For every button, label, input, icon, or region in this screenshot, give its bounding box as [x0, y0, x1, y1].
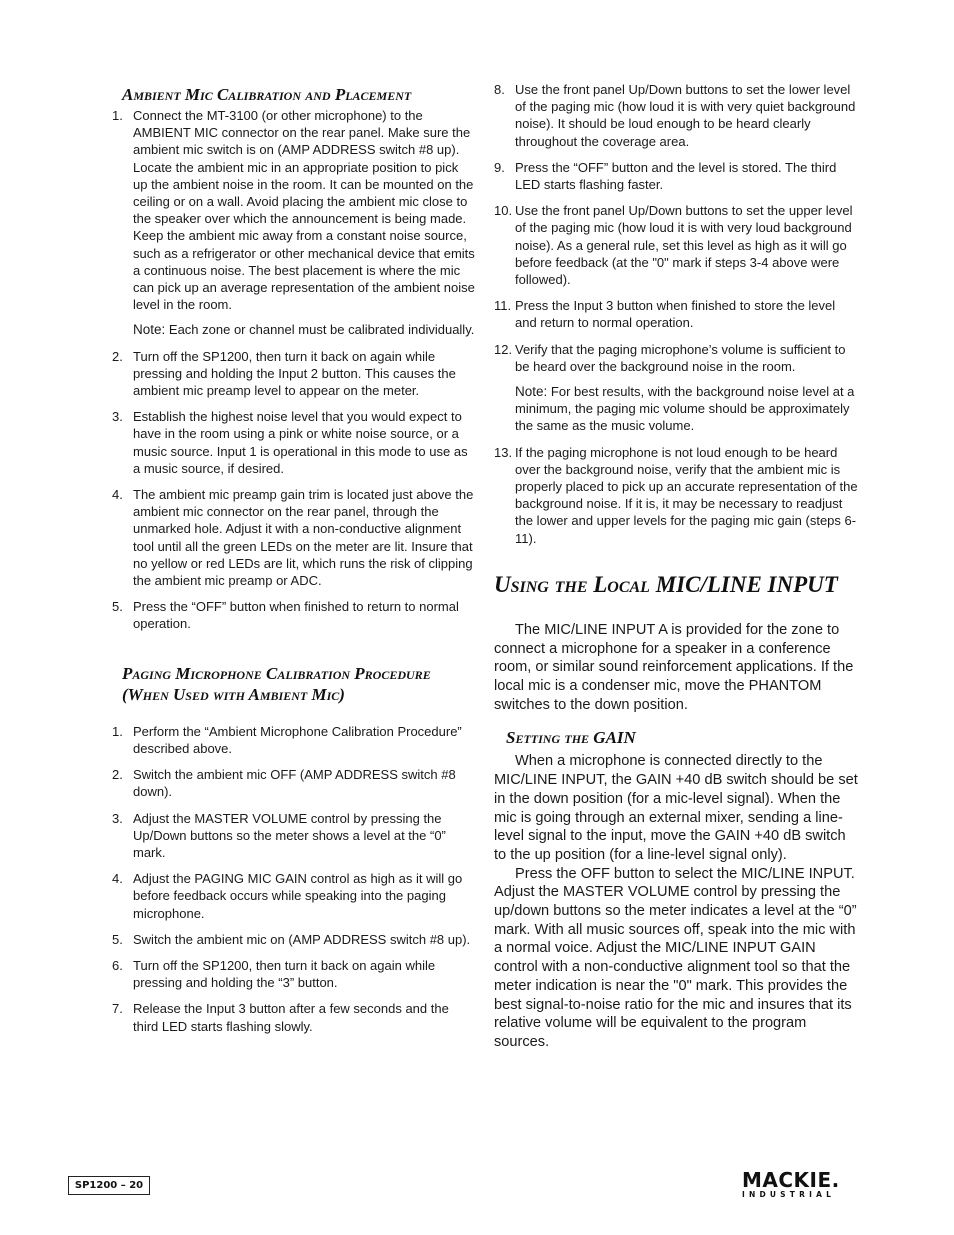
step-text: Adjust the MASTER VOLUME control by pressing the Up/Down buttons so the meter shows a level at the “0” mark.: [133, 810, 446, 860]
list-item: [112, 931, 476, 948]
list-item: [112, 870, 476, 922]
step-number: 3.: [112, 409, 123, 425]
step-text: If the paging microphone is not loud enough to be heard over the background noise, verify that the ambient mic is properly placed to pick up an accurate representation of the background noise. If it is, it may be necessary to readjust the lower and upper levels for the paging mic gain (steps 6-11).: [515, 444, 858, 546]
step-number: 1.: [112, 108, 123, 123]
step-number: 4.: [112, 871, 123, 887]
step-number: 10.: [494, 203, 513, 219]
section-heading-paging-mic: Paging Microphone Calibration Procedure (When Used with Ambient Mic): [122, 663, 431, 704]
list-item: [112, 1000, 476, 1034]
step-number: 4.: [112, 487, 123, 503]
list-item: [494, 81, 858, 150]
paging-steps-continued-list: [494, 81, 858, 547]
step-number: 9.: [494, 159, 505, 175]
step-text: Verify that the paging microphone’s volume is sufficient to be heard over the background noise in the room.: [515, 341, 846, 374]
list-item: [112, 723, 476, 757]
note-label: Note:: [515, 384, 548, 400]
paragraph: Press the OFF button to select the MIC/LINE INPUT. Adjust the MASTER VOLUME control by pressing the up/down buttons so the meter indicates a level at the “0” mark. With all music sources off, speak into the mic with a normal voice. Adjust the MIC/LINE INPUT GAIN control with a non-conductive alignment tool so that the meter indication is near the "0" mark. This provides the best signal-to-noise ratio for the mic and insures that its relative volume will be equivalent to the program sources.: [494, 865, 857, 1050]
step-text: Perform the “Ambient Microphone Calibration Procedure” described above.: [133, 723, 462, 756]
step-number: 5.: [112, 599, 123, 615]
step-number: 12.: [494, 341, 513, 357]
list-item: [494, 444, 858, 547]
step-text: Switch the ambient mic OFF (AMP ADDRESS switch #8 down).: [133, 767, 456, 800]
step-text: Adjust the PAGING MIC GAIN control as high as it will go before feedback occurs while speaking into the paging microphone.: [133, 871, 463, 921]
list-item: [112, 598, 476, 632]
list-item: [494, 341, 858, 435]
step-number: 2.: [112, 348, 123, 364]
step-number: 8.: [494, 82, 505, 97]
step-text: Use the front panel Up/Down buttons to set the lower level of the paging mic (how loud it is with very quiet background noise). It should be loud enough to be heard clearly throughout the coverage area.: [515, 82, 856, 149]
step-text: Switch the ambient mic on (AMP ADDRESS switch #8 up).: [133, 931, 471, 947]
step-text: Press the “OFF” button when finished to return to normal operation.: [133, 599, 459, 632]
step-text: Release the Input 3 button after a few seconds and the third LED starts flashing slowly.: [133, 1001, 449, 1034]
section-heading-ambient-mic: Ambient Mic Calibration and Placement: [122, 85, 412, 104]
step-text: Press the Input 3 button when finished to store the level and return to normal operation.: [515, 298, 836, 331]
step-text: Press the “OFF” button and the level is stored. The third LED starts flashing faster.: [515, 159, 837, 193]
step-number: 2.: [112, 767, 123, 783]
step-number: 3.: [112, 810, 123, 826]
logo-subtitle: INDUSTRIAL: [742, 1190, 836, 1199]
step-number: 6.: [112, 957, 123, 973]
step-number: 11.: [494, 298, 512, 314]
list-item: [112, 408, 476, 477]
paging-steps-list: [112, 723, 476, 1035]
note-label: Note:: [133, 322, 166, 338]
note: [515, 383, 858, 435]
step-number: 7.: [112, 1001, 123, 1017]
note: [133, 321, 476, 338]
section-heading-local-mic-line: Using the Local MIC/LINE INPUT: [494, 571, 838, 597]
list-item: [112, 348, 476, 400]
paragraph: The MIC/LINE INPUT A is provided for the zone to connect a microphone for a speaker in a conference room, or similar sound reinforcement applications. If the local mic is a condenser mic, move the PHANTOM switches to the down position.: [494, 621, 854, 713]
right-column: [494, 81, 858, 1052]
list-item: [112, 810, 476, 862]
list-item: [112, 486, 476, 589]
list-item: [112, 107, 476, 339]
step-number: 13.: [494, 444, 513, 460]
step-text: Use the front panel Up/Down buttons to set the upper level of the paging mic (how loud it is with very loud background noise). As a general rule, set this level as high as it will go before feedback (at the "0" mark if steps 3-4 above were followed).: [515, 203, 853, 288]
list-item: [494, 202, 858, 288]
ambient-steps-list: [112, 107, 476, 633]
mackie-industrial-logo: [742, 1170, 858, 1199]
note-text: Each zone or channel must be calibrated individually.: [168, 322, 475, 338]
subheading-setting-gain: Setting the GAIN: [506, 728, 636, 748]
page-number-label: SP1200 – 20: [68, 1176, 150, 1195]
step-text: Turn off the SP1200, then turn it back on again while pressing and holding the Input 2 button. This causes the ambient mic preamp level to appear on the meter.: [133, 348, 456, 399]
list-item: [494, 159, 858, 193]
logo-wordmark: MACKIE.: [742, 1168, 840, 1192]
step-number: 1.: [112, 723, 123, 739]
left-column: [112, 84, 476, 1044]
step-text: Turn off the SP1200, then turn it back on again while pressing and holding the “3” button.: [133, 957, 436, 991]
paragraph: When a microphone is connected directly to the MIC/LINE INPUT, the GAIN +40 dB switch should be set in the down position (for a mic-level signal). When the mic is going through an external mixer, sending a line-level signal to the input, move the GAIN +40 dB switch to the up position (for a line-level signal only).: [494, 753, 858, 863]
step-text: Connect the MT-3100 (or other microphone) to the AMBIENT MIC connector on the rear panel. Make sure the ambient mic switch is on (AMP ADDRESS switch #8 up). Locate the ambient mic in an appropriate position to pick up the ambient noise in the room. It can be mounted on the ceiling or on a wall. Avoid placing the ambient mic close to the speaker over which the announcement is being made. Keep the ambient mic away from a constant noise source, such as a refrigerator or other mechanical device that emits a continuous noise. The best placement is where the mic can pick up an average representation of the ambient noise level in the room.: [133, 108, 475, 313]
list-item: [112, 766, 476, 800]
list-item: [494, 297, 858, 331]
step-text: The ambient mic preamp gain trim is located just above the ambient mic connector on the rear panel, through the unmarked hole. Adjust it with a non-conductive alignment tool until all the green LEDs on the meter are lit. Insure that no yellow or red LEDs are lit, which runs the risk of clipping the ambient mic preamp or ADC.: [133, 487, 474, 589]
step-number: 5.: [112, 931, 123, 947]
step-text: Establish the highest noise level that you would expect to have in the room using a pink or white noise source, or a music source. Input 1 is operational in this mode to use as a music source, if desired.: [133, 409, 468, 476]
note-text: For best results, with the background noise level at a minimum, the paging mic volume should be approximately the same as the music volume.: [515, 384, 855, 434]
list-item: [112, 957, 476, 991]
